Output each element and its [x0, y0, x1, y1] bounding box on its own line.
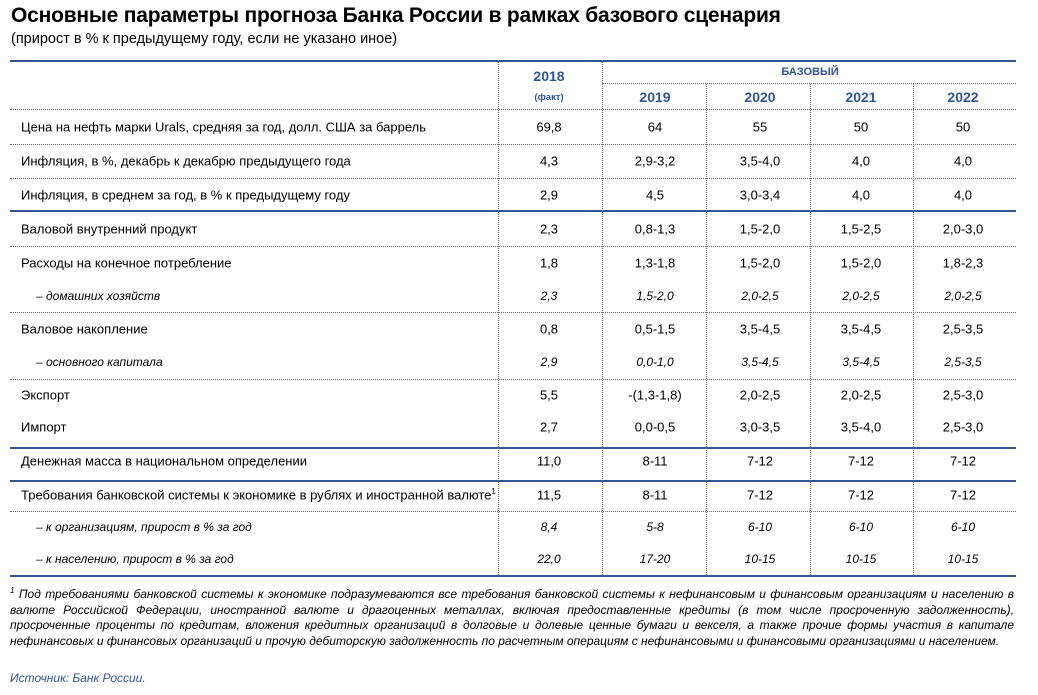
table-cell-2018: 2,9	[540, 355, 558, 369]
table-rule-major	[10, 480, 1016, 482]
table-cell-2018: 8,4	[540, 520, 558, 534]
table-cell-2020: 10-15	[744, 552, 776, 566]
table-cell-2018: 69,8	[536, 119, 562, 135]
row-label-text: Импорт	[21, 419, 67, 435]
table-cell-2022: 1,8-2,3	[942, 255, 984, 271]
row-label-text: Требования банковской системы к экономике в рублях и иностранной валюте	[21, 487, 492, 503]
table-cell-2021: 1,5-2,0	[840, 255, 882, 271]
table-cell-2019: 8-11	[642, 487, 668, 503]
table-cell-2019: 0,0-0,5	[634, 419, 676, 435]
row-label	[21, 256, 232, 271]
table-cell-2021: 50	[853, 119, 869, 135]
table-cell-2019: 1,5-2,0	[636, 289, 674, 303]
table-cell-2022: 2,5-3,0	[942, 419, 984, 435]
footnote-reference: 1	[491, 487, 496, 497]
table-cell-2022: 2,0-3,0	[942, 221, 984, 237]
table-cell-2021: 4,0	[851, 187, 871, 203]
table-rule-minor	[10, 246, 1016, 247]
page-subtitle: (прирост в % к предыдущему году, если не указано иное)	[11, 31, 398, 47]
row-label-text: Цена на нефть марки Urals, средняя за год, долл. США за баррель	[21, 119, 427, 135]
row-label	[21, 322, 148, 337]
table-cell-2021: 10-15	[845, 552, 877, 566]
row-label-text: Валовое накопление	[21, 321, 148, 337]
table-cell-2020: 2,0-2,5	[741, 289, 779, 303]
table-cell-2021: 7-12	[847, 487, 875, 503]
table-cell-2018: 11,0	[536, 453, 562, 469]
row-label	[21, 188, 350, 203]
table-cell-2020: 1,5-2,0	[739, 221, 781, 237]
row-label	[21, 454, 307, 469]
row-label-text: Денежная масса в национальном определении	[21, 453, 307, 469]
table-cell-2022: 10-15	[947, 552, 979, 566]
table-rule-major	[10, 210, 1016, 212]
table-cell-2022: 50	[955, 119, 971, 135]
row-label-text: Валовой внутренний продукт	[21, 221, 198, 237]
table-cell-2018: 2,3	[540, 289, 558, 303]
row-label-text: Расходы на конечное потребление	[21, 255, 232, 271]
table-rule-minor	[10, 511, 1016, 512]
table-cell-2018: 22,0	[537, 552, 561, 566]
row-label-text: Инфляция, в %, декабрь к декабрю предыдущего года	[21, 153, 351, 169]
table-cell-2019: 2,9-3,2	[634, 153, 676, 169]
row-label-text: – домашних хозяйств	[36, 289, 161, 303]
table-cell-2022: 7-12	[949, 453, 977, 469]
header-fact-label: (факт)	[534, 92, 564, 103]
table-cell-2022: 7-12	[949, 487, 977, 503]
table-cell-2021: 3,5-4,0	[840, 419, 882, 435]
table-cell-2019: 5-8	[646, 520, 664, 534]
table-cell-2022: 2,5-3,5	[944, 355, 982, 369]
table-cell-2020: 2,0-2,5	[739, 387, 781, 403]
row-label	[21, 420, 66, 435]
table-cell-2020: 3,5-4,5	[741, 355, 779, 369]
table-cell-2018: 4,3	[539, 153, 559, 169]
table-rule-minor	[10, 109, 1016, 110]
row-label-text: – к организациям, прирост в % за год	[36, 520, 252, 534]
table-cell-2021: 2,0-2,5	[842, 289, 880, 303]
table-cell-2022: 4,0	[953, 153, 973, 169]
table-cell-2022: 2,5-3,0	[942, 387, 984, 403]
table-cell-2021: 4,0	[851, 153, 871, 169]
header-scenario-label: БАЗОВЫЙ	[781, 66, 839, 78]
row-label-text: Экспорт	[21, 387, 70, 403]
table-cell-2019: 4,5	[645, 187, 665, 203]
table-cell-2020: 3,0-3,5	[739, 419, 781, 435]
header-year-2020: 2020	[744, 89, 776, 105]
row-label	[36, 552, 234, 566]
table-cell-2019: 64	[647, 119, 663, 135]
row-label	[21, 222, 197, 237]
page-title: Основные параметры прогноза Банка России в рамках базового сценария	[11, 4, 781, 27]
table-cell-2021: 7-12	[847, 453, 875, 469]
table-cell-2020: 6-10	[747, 520, 773, 534]
row-label-text: – основного капитала	[36, 355, 163, 369]
header-fact-year: 2018	[533, 68, 565, 84]
table-cell-2019: 1,3-1,8	[634, 255, 676, 271]
row-label	[21, 488, 496, 503]
table-cell-2020: 7-12	[746, 487, 774, 503]
row-label-text: – к населению, прирост в % за год	[36, 552, 234, 566]
row-label	[36, 289, 160, 303]
table-cell-2018: 2,9	[539, 187, 559, 203]
table-rule-minor	[10, 144, 1016, 145]
table-cell-2020: 1,5-2,0	[739, 255, 781, 271]
table-cell-2020: 3,5-4,0	[739, 153, 781, 169]
table-rule-minor	[10, 379, 1016, 380]
table-rule-major	[10, 60, 1016, 62]
header-year-2021: 2021	[845, 89, 877, 105]
table-cell-2020: 55	[752, 119, 768, 135]
table-rule-major	[10, 447, 1016, 449]
table-cell-2021: 6-10	[848, 520, 874, 534]
table-cell-2022: 2,0-2,5	[944, 289, 982, 303]
row-label	[36, 520, 252, 534]
table-cell-2019: 8-11	[642, 453, 668, 469]
table-cell-2021: 3,5-4,5	[842, 355, 880, 369]
table-cell-2020: 7-12	[746, 453, 774, 469]
row-label-text: Инфляция, в среднем за год, в % к предыдущему году	[21, 187, 350, 203]
table-cell-2019: -(1,3-1,8)	[628, 387, 682, 403]
row-label	[36, 355, 163, 369]
table-cell-2019: 17-20	[639, 552, 671, 566]
table-cell-2019: 0,0-1,0	[636, 355, 674, 369]
header-year-2022: 2022	[947, 89, 979, 105]
scenario-underline	[602, 83, 1016, 84]
table-cell-2018: 2,7	[539, 419, 559, 435]
table-cell-2022: 4,0	[953, 187, 973, 203]
table-cell-2021: 1,5-2,5	[840, 221, 882, 237]
table-cell-2018: 1,8	[539, 255, 559, 271]
table-cell-2021: 3,5-4,5	[840, 321, 882, 337]
footnote-text: Под требованиями банковской системы к экономике подразумеваются все требования банковской системы к нефинансовым и финансовым организациям и населению в валюте Российской Федерации, иностранной валюте и драгоценных металлах, включая предоставленные кредиты (в том числе просроченную задолженность), просроченные проценты по кредитам, вложения кредитных организаций в долговые и долевые ценные бумаги и векселя, а также прочие формы участия в капитале нефинансовых и финансовых организаций и прочую дебиторскую задолженность по расчетным операциям с нефинансовыми и финансовыми организациями и населением.	[10, 587, 1014, 648]
footnote-marker: 1	[10, 586, 15, 595]
source-note: Источник: Банк России.	[10, 671, 146, 685]
forecast-table	[10, 60, 1016, 576]
table-rule-minor	[10, 312, 1016, 313]
table-cell-2018: 11,5	[536, 487, 562, 503]
table-rule-major	[10, 575, 1016, 577]
table-cell-2018: 5,5	[539, 387, 559, 403]
table-cell-2020: 3,5-4,5	[739, 321, 781, 337]
table-rule-minor	[10, 178, 1016, 179]
footnote	[10, 587, 1014, 649]
row-label	[21, 388, 70, 403]
table-cell-2018: 0,8	[539, 321, 559, 337]
table-cell-2019: 0,5-1,5	[634, 321, 676, 337]
header-year-2019: 2019	[639, 89, 671, 105]
table-cell-2020: 3,0-3,4	[739, 187, 781, 203]
table-cell-2022: 2,5-3,5	[942, 321, 984, 337]
table-cell-2022: 6-10	[950, 520, 976, 534]
table-cell-2018: 2,3	[539, 221, 559, 237]
row-label	[21, 154, 351, 169]
table-cell-2021: 2,0-2,5	[840, 387, 882, 403]
row-label	[21, 120, 426, 135]
table-cell-2019: 0,8-1,3	[634, 221, 676, 237]
